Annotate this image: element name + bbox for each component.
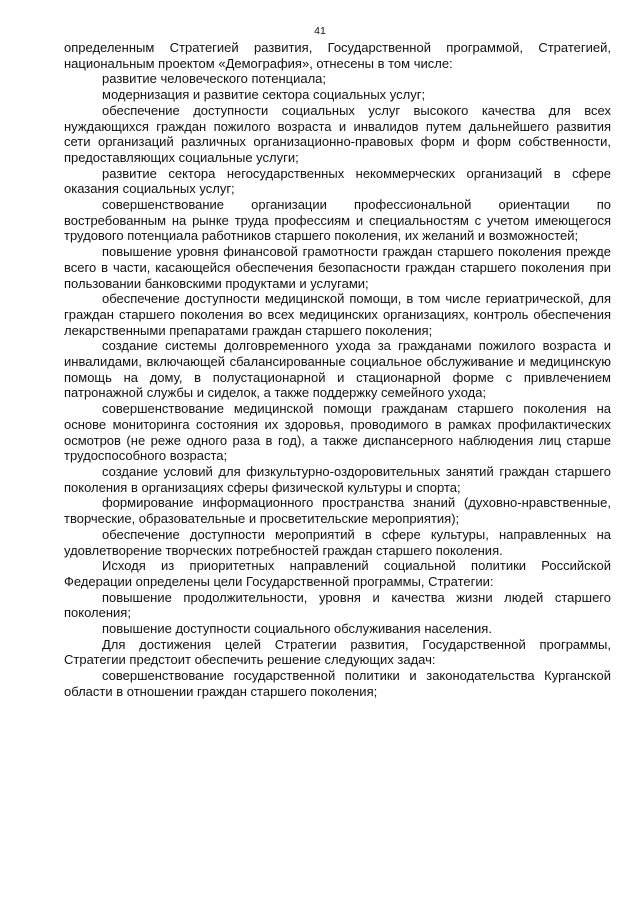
document-body <box>64 40 611 700</box>
paragraph: совершенствование медицинской помощи гражданам старшего поколения на основе мониторинга состояния их здоровья, проводимого в рамках профилактических осмотров (не реже одного раза в год), а также диспансерного наблюдения лиц старше трудоспособного возраста; <box>64 401 611 464</box>
paragraph: создание системы долговременного ухода за гражданами пожилого возраста и инвалидами, включающей сбалансированные социальное обслуживание и медицинскую помощь на дому, в полустационарной и стационарной форме с привлечением патронажной службы и сиделок, а также поддержку семейного ухода; <box>64 338 611 401</box>
paragraph: формирование информационного пространства знаний (духовно-нравственные, творческие, образовательные и просветительские мероприятия); <box>64 495 611 527</box>
paragraph: совершенствование организации профессиональной ориентации по востребованным на рынке труда профессиям и специальностям с учетом имеющегося трудового потенциала работников старшего поколения, их желаний и возможностей; <box>64 197 611 244</box>
paragraph: обеспечение доступности мероприятий в сфере культуры, направленных на удовлетворение творческих потребностей граждан старшего поколения. <box>64 526 611 558</box>
paragraph: совершенствование государственной политики и законодательства Курганской области в отношении граждан старшего поколения; <box>64 668 611 699</box>
paragraph: определенным Стратегией развития, Государственной программой, Стратегией, национальным проектом «Демография», отнесены в том числе: <box>64 40 611 71</box>
paragraph: повышение продолжительности, уровня и качества жизни людей старшего поколения; <box>64 589 611 621</box>
paragraph: создание условий для физкультурно-оздоровительных занятий граждан старшего поколения в организациях сферы физической культуры и спорта; <box>64 463 611 495</box>
page-number: 41 <box>314 25 326 37</box>
paragraph: Для достижения целей Стратегии развития, Государственной программы, Стратегии предстоит обеспечить решение следующих задач: <box>64 636 611 668</box>
paragraph: Исходя из приоритетных направлений социальной политики Российской Федерации определены цели Государственной программы, Стратегии: <box>64 558 611 589</box>
paragraph: обеспечение доступности социальных услуг высокого качества для всех нуждающихся граждан пожилого возраста и инвалидов путем дальнейшего развития сети организаций различных организационно-правовых форм и форм собственности, предоставляющих социальные услуги; <box>64 102 611 165</box>
paragraph: модернизация и развитие сектора социальных услуг; <box>102 87 426 103</box>
paragraph: повышение уровня финансовой грамотности граждан старшего поколения прежде всего в части, касающейся обеспечения безопасности граждан старшего поколения при пользовании банковскими продуктами и услугами; <box>64 244 611 291</box>
paragraph: развитие человеческого потенциала; <box>102 71 327 87</box>
paragraph: развитие сектора негосударственных некоммерческих организаций в сфере оказания социальных услуг; <box>64 165 611 197</box>
paragraph: обеспечение доступности медицинской помощи, в том числе гериатрической, для граждан старшего поколения во всех медицинских организациях, контроль обеспечения лекарственными препаратами граждан старшего поколения; <box>64 291 611 338</box>
paragraph: повышение доступности социального обслуживания населения. <box>102 621 492 637</box>
